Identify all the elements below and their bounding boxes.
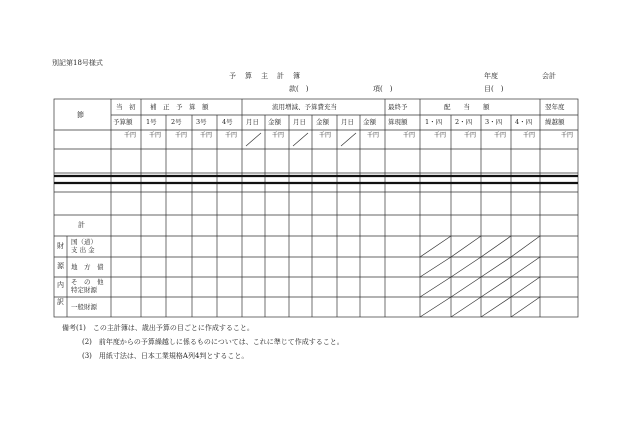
funding-side-2: 源: [57, 262, 64, 270]
quarter-3: 3・四: [485, 118, 503, 126]
supp-no-2: 2号: [171, 118, 182, 126]
quarter-2: 2・四: [455, 118, 473, 126]
unit-transfer-1: 千円: [272, 132, 285, 139]
funding-national-1: 国（道）: [71, 238, 97, 246]
note-1: 備考(1) この主計簿は、歳出予算の目ごとに作成すること。: [62, 324, 254, 332]
unit-transfer-3: 千円: [367, 132, 380, 139]
quarter-1: 1・四: [425, 118, 443, 126]
funding-side-4: 訳: [57, 298, 64, 306]
kan-label: 款( ): [289, 85, 309, 93]
carryover-header-2: 繰越額: [545, 118, 565, 126]
funding-general: 一般財源: [71, 303, 97, 311]
supplementary-header: 補 正 予 算 額: [150, 103, 209, 111]
funding-side-3: 内: [57, 281, 64, 289]
funding-national-2: 支 出 金: [71, 246, 95, 254]
account-label: 会計: [542, 72, 556, 80]
funding-side-1: 財: [57, 242, 64, 250]
final-header-1: 最終予: [388, 103, 408, 111]
final-header-2: 算現額: [388, 118, 408, 126]
form-number: 別記第18号様式: [52, 59, 103, 67]
supp-no-4: 4号: [222, 118, 233, 126]
unit-quarter-1: 千円: [434, 132, 447, 139]
funding-other-1: そ の 他: [71, 278, 104, 286]
unit-supp-4: 千円: [225, 132, 238, 139]
unit-quarter-2: 千円: [464, 132, 477, 139]
funding-other-2: 特定財源: [71, 286, 97, 294]
month-day-2: 月日: [293, 118, 306, 126]
note-3: (3) 用紙寸法は、日本工業規格A列4判とすること。: [82, 352, 249, 360]
transfer-header: 流用増減、予算費充当: [272, 103, 337, 111]
note-2: (2) 前年度からの予算繰越しに係るものについては、これに準じて作成すること。: [82, 338, 344, 346]
month-day-1: 月日: [246, 118, 259, 126]
allocation-header: 配 当 額: [444, 103, 490, 111]
amount-2: 金額: [316, 118, 329, 126]
supp-no-3: 3号: [196, 118, 207, 126]
form-title: 予算主計簿: [229, 72, 309, 80]
amount-3: 金額: [363, 118, 376, 126]
ko-label: 項( ): [373, 85, 393, 93]
unit-final: 千円: [403, 132, 416, 139]
unit-quarter-3: 千円: [494, 132, 507, 139]
setsu-header: 節: [77, 111, 84, 119]
quarter-4: 4・四: [515, 118, 533, 126]
unit-supp-2: 千円: [175, 132, 188, 139]
funding-local-bond: 地 方 債: [71, 263, 104, 271]
unit-carryover: 千円: [561, 132, 574, 139]
total-label: 計: [78, 221, 85, 229]
initial-header-1: 当 初: [116, 103, 136, 111]
unit-supp-3: 千円: [200, 132, 213, 139]
carryover-header-1: 翌年度: [545, 103, 565, 111]
initial-header-2: 予算額: [113, 118, 133, 126]
unit-supp-1: 千円: [149, 132, 162, 139]
fiscal-year-label: 年度: [484, 72, 498, 80]
amount-1: 金額: [268, 118, 281, 126]
supp-no-1: 1号: [146, 118, 157, 126]
unit-transfer-2: 千円: [319, 132, 332, 139]
month-day-3: 月日: [341, 118, 354, 126]
moku-label: 目( ): [484, 85, 504, 93]
unit-initial: 千円: [124, 132, 137, 139]
unit-quarter-4: 千円: [523, 132, 536, 139]
